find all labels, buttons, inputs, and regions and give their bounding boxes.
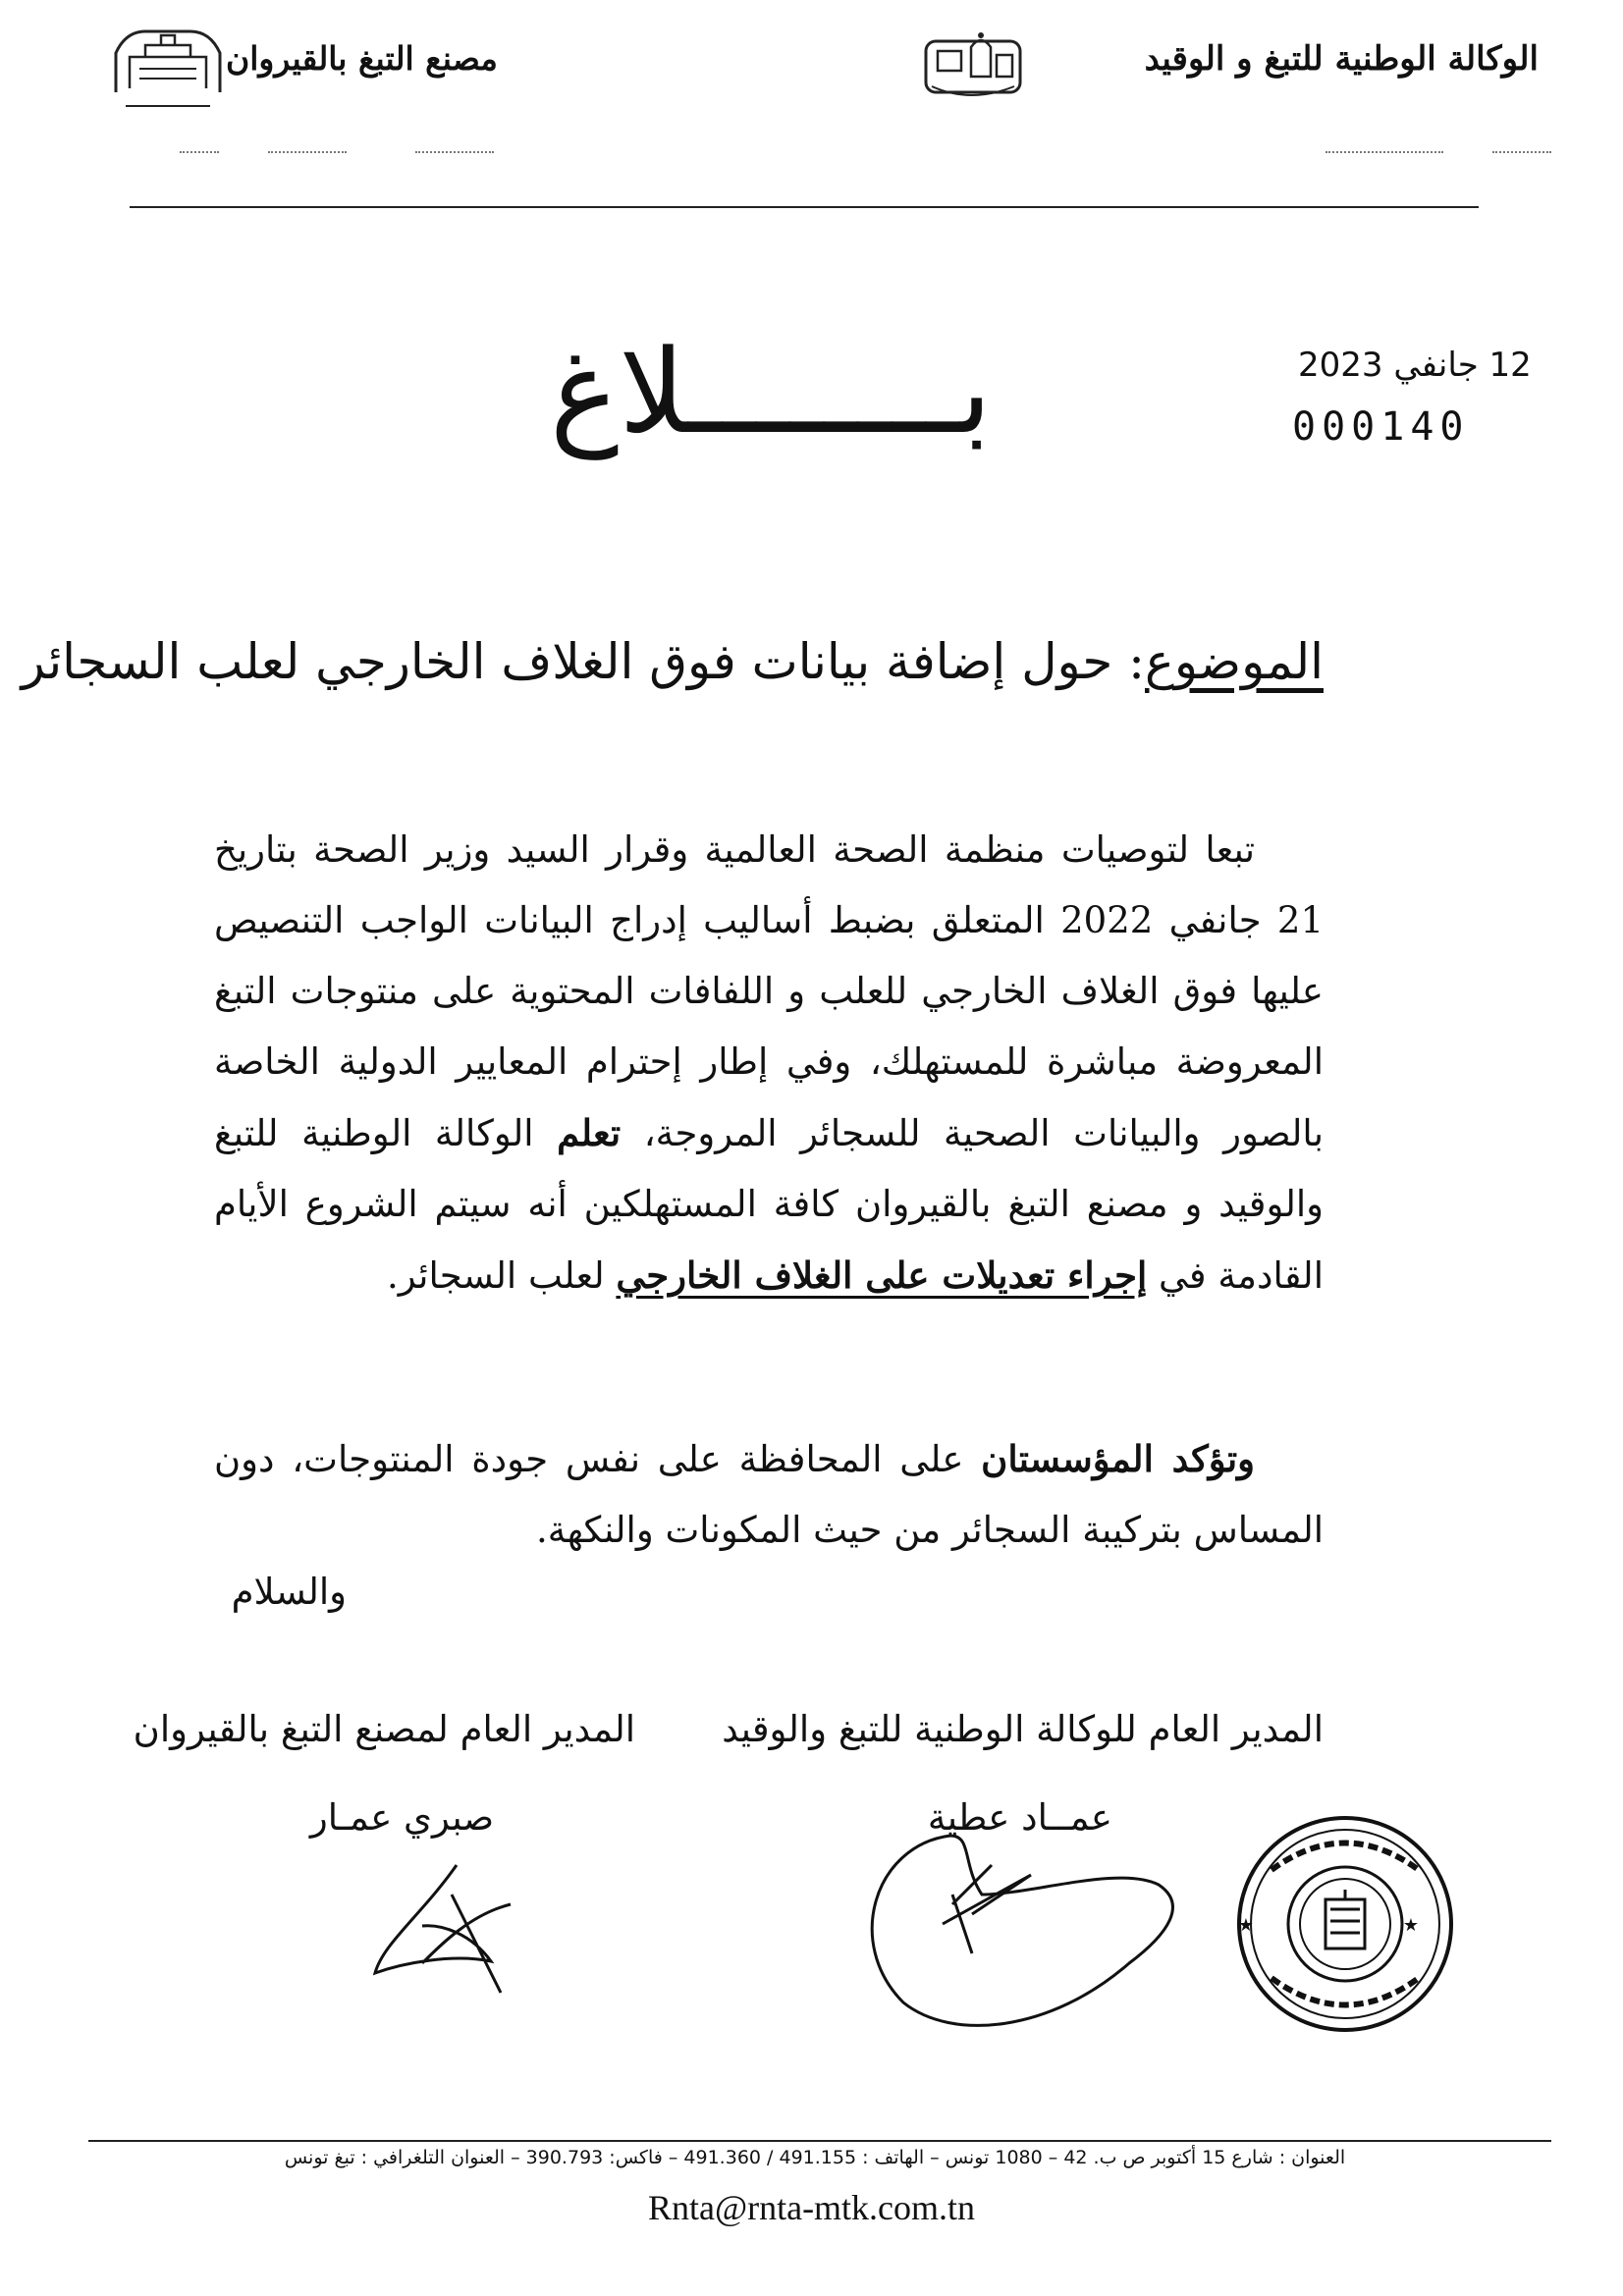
factory-name: مصنع التبغ بالقيروان: [226, 39, 498, 78]
factory-logo-icon: [106, 24, 230, 114]
svg-text:★: ★: [1237, 1915, 1254, 1936]
divider: [180, 151, 219, 155]
divider: [1325, 151, 1443, 155]
body-text: الوكالة الوطنية للتبغ والوقيد و مصنع التبغ بالقيروان كافة المستهلكين أنه سيتم الشروع الأيام القادمة في: [214, 1112, 1324, 1297]
factory-director-title: المدير العام لمصنع التبغ بالقيروان: [133, 1708, 635, 1750]
factory-director-name: صبري عمـار: [309, 1796, 494, 1839]
subject-text: : حول إضافة بيانات فوق الغلاف الخارجي لعلب السجائر: [21, 633, 1146, 690]
agency-logo-icon: [918, 27, 1028, 104]
header-rule: [130, 206, 1479, 208]
footer-address: العنوان : شارع 15 أكتوبر ص ب. 42 – 1080 تونس – الهاتف : 491.155 / 491.360 – فاكس: 390.793 – العنوان التلغرافي : تبغ تونس: [284, 2147, 1346, 2168]
letter-date: 12 جانفي 2023: [1298, 346, 1532, 385]
divider: [1492, 151, 1551, 155]
body-text: على المحافظة على نفس جودة المنتوجات، دون المساس بتركيبة السجائر من حيث المكونات والنكهة.: [214, 1438, 1324, 1551]
closing-greeting: والسلام: [231, 1571, 347, 1613]
subject-label: الموضوع: [1145, 633, 1324, 690]
subject-line: [22, 633, 1324, 690]
agency-director-name: عمــاد عطية: [927, 1796, 1112, 1839]
reference-number: 000140: [1292, 404, 1470, 450]
body-paragraph-1: [214, 815, 1324, 1311]
agency-name: الوكالة الوطنية للتبغ و الوقيد: [1144, 39, 1539, 79]
body-emphasis-text: إجراء تعديلات على الغلاف الخارجي: [616, 1254, 1148, 1297]
agency-director-title: المدير العام للوكالة الوطنية للتبغ والوقيد: [722, 1708, 1324, 1750]
factory-signature-icon: [363, 1855, 530, 2002]
divider: [415, 151, 494, 155]
official-stamp-icon: [1232, 1811, 1458, 2037]
body-text: لعلب السجائر.: [387, 1255, 617, 1297]
body-bold-text: تعلم: [557, 1111, 622, 1154]
page-title: بــــــــلاغ: [550, 324, 993, 459]
body-bold-text: وتؤكد المؤسستان: [981, 1437, 1255, 1480]
divider: [268, 151, 347, 155]
footer-email-link[interactable]: Rnta@rnta-mtk.com.tn: [647, 2188, 976, 2227]
svg-text:★: ★: [1402, 1915, 1419, 1936]
agency-signature-icon: [835, 1806, 1208, 2052]
body-text: تبعا لتوصيات منظمة الصحة العالمية وقرار السيد وزير الصحة بتاريخ 21 جانفي 2022 المتعلق بضبط أساليب إدراج البيانات الواجب التنصيص عليها فوق الغلاف الخارجي للعلب و اللفافات المحتوية على منتوجات التبغ المعروضة مباشرة للمستهلك، وفي إطار إحترام المعايير الدولية الخاصة بالصور والبيانات الصحية للسجائر المروجة،: [214, 828, 1325, 1154]
body-paragraph-2: [214, 1423, 1324, 1566]
footer-rule: [88, 2140, 1551, 2142]
